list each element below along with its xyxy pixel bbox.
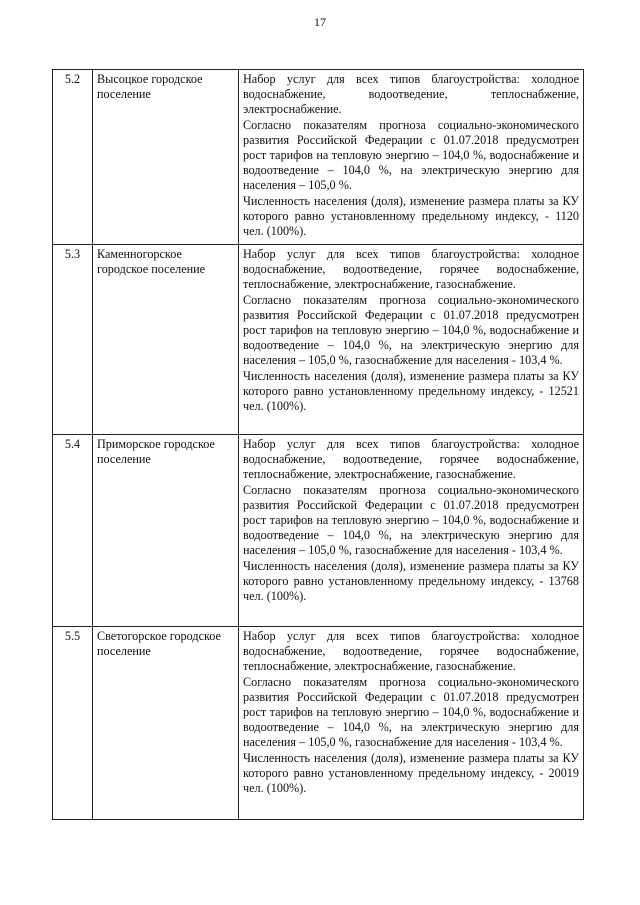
services-text: Набор услуг для всех типов благоустройства: холодное водоснабжение, водоотведение, теплоснабжение, электроснабжение. [243, 72, 579, 117]
table-row [53, 627, 584, 820]
settlement-name: Приморское городское поселение [93, 435, 239, 627]
row-description [239, 627, 584, 820]
row-description [239, 70, 584, 245]
table-row [53, 435, 584, 627]
settlements-table [52, 69, 584, 820]
settlement-name: Высоцкое городское поселение [93, 70, 239, 245]
table-row [53, 245, 584, 435]
forecast-text: Согласно показателям прогноза социально-экономического развития Российской Федерации с 01.07.2018 предусмотрен рост тарифов на тепловую энергию – 104,0 %, водоснабжение и водоотведение – 104,0 %, на электрическую энергию для населения – 105,0 %. [243, 117, 579, 193]
row-number: 5.5 [53, 627, 93, 820]
services-text: Набор услуг для всех типов благоустройства: холодное водоснабжение, водоотведение, горячее водоснабжение, теплоснабжение, электроснабжение, газоснабжение. [243, 437, 579, 482]
population-text: Численность населения (доля), изменение размера платы за КУ которого равно установленному предельному индексу, - 1120 чел. (100%). [243, 193, 579, 239]
row-number: 5.4 [53, 435, 93, 627]
settlement-name: Каменногорское городское поселение [93, 245, 239, 435]
population-text: Численность населения (доля), изменение размера платы за КУ которого равно установленному предельному индексу, - 12521 чел. (100%). [243, 368, 579, 414]
services-text: Набор услуг для всех типов благоустройства: холодное водоснабжение, водоотведение, горячее водоснабжение, теплоснабжение, электроснабжение, газоснабжение. [243, 247, 579, 292]
row-number: 5.2 [53, 70, 93, 245]
row-number: 5.3 [53, 245, 93, 435]
settlement-name: Светогорское городское поселение [93, 627, 239, 820]
page-number: 17 [314, 15, 326, 29]
forecast-text: Согласно показателям прогноза социально-экономического развития Российской Федерации с 01.07.2018 предусмотрен рост тарифов на тепловую энергию – 104,0 %, водоснабжение и водоотведение – 104,0 %, на электрическую энергию для населения – 105,0 %, газоснабжение для населения - 103,4 %. [243, 482, 579, 558]
population-text: Численность населения (доля), изменение размера платы за КУ которого равно установленному предельному индексу, - 20019 чел. (100%). [243, 750, 579, 796]
row-description [239, 245, 584, 435]
population-text: Численность населения (доля), изменение размера платы за КУ которого равно установленному предельному индексу, - 13768 чел. (100%). [243, 558, 579, 604]
forecast-text: Согласно показателям прогноза социально-экономического развития Российской Федерации с 01.07.2018 предусмотрен рост тарифов на тепловую энергию – 104,0 %, водоснабжение и водоотведение – 104,0 %, на электрическую энергию для населения – 105,0 %, газоснабжение для населения - 103,4 %. [243, 292, 579, 368]
table-row [53, 70, 584, 245]
services-text: Набор услуг для всех типов благоустройства: холодное водоснабжение, водоотведение, горячее водоснабжение, теплоснабжение, электроснабжение, газоснабжение. [243, 629, 579, 674]
forecast-text: Согласно показателям прогноза социально-экономического развития Российской Федерации с 01.07.2018 предусмотрен рост тарифов на тепловую энергию – 104,0 %, водоснабжение и водоотведение – 104,0 %, на электрическую энергию для населения – 105,0 %, газоснабжение для населения - 103,4 %. [243, 674, 579, 750]
row-description [239, 435, 584, 627]
